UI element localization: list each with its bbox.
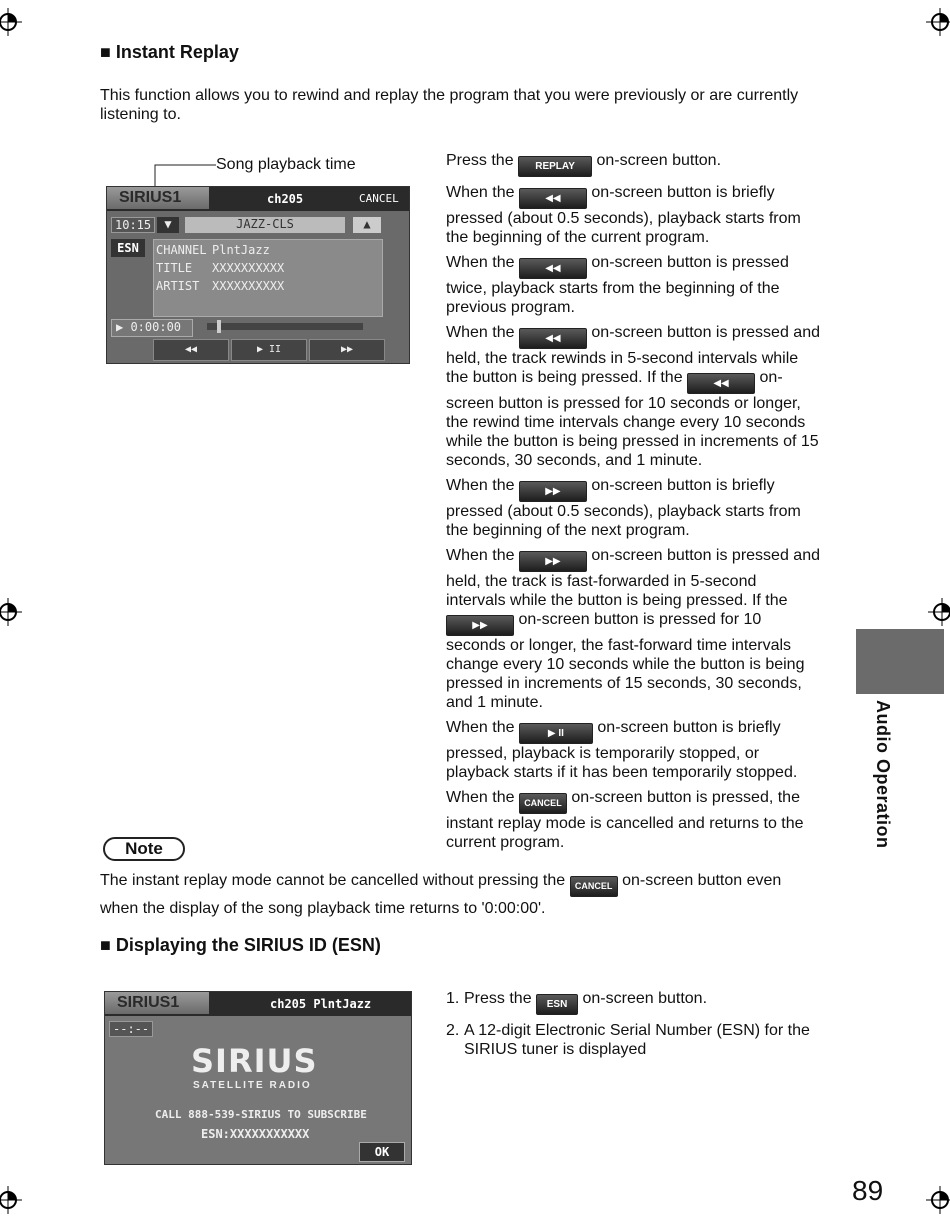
text: while the button is being pressed. If the (446, 350, 799, 386)
step-number: 2. (446, 1022, 460, 1039)
screen-clock: --:-- (109, 1021, 153, 1037)
text: even when the display of the song playback time returns to '0:00:00'. (100, 872, 782, 917)
screen-rewind-button[interactable]: ◀◀ (153, 339, 229, 361)
step-text (464, 989, 707, 1015)
info-row-title-value: XXXXXXXXXX (212, 261, 285, 275)
screen-channel: ch205 PlntJazz (270, 997, 372, 1011)
text: Press the (464, 990, 532, 1007)
text: the instant replay mode is cancelled and returns to the current program. (446, 789, 804, 851)
text: Press the (446, 152, 514, 169)
text: on-screen button is pressed (591, 254, 789, 271)
screen-forward-button[interactable]: ▶▶ (309, 339, 385, 361)
text: twice, playback starts from the beginning of the previous program. (446, 280, 780, 316)
instruction-forward-brief (446, 476, 820, 540)
heading-text: Displaying the SIRIUS ID (ESN) (115, 935, 381, 955)
text: on-screen button is briefly (597, 719, 781, 736)
note-text (100, 869, 820, 920)
text: When the (446, 254, 515, 271)
forward-button-icon: ▶▶ (446, 615, 514, 636)
text: on-screen button is briefly (591, 477, 775, 494)
rewind-button-icon: ◀◀ (519, 188, 587, 209)
step-text: A 12-digit Electronic Serial Number (ESN) for the SIRIUS tuner is displayed (464, 1022, 810, 1058)
playpause-button-icon: ▶ II (519, 723, 593, 744)
callout-label: Song playback time (216, 156, 356, 173)
info-row-artist-value: XXXXXXXXXX (212, 279, 285, 293)
sirius-logo-subtitle: SATELLITE RADIO (193, 1080, 312, 1091)
text: pressed (about 0.5 seconds), playback starts from the beginning of the current program. (446, 210, 801, 246)
text: pressed, playback is temporarily stopped, or playback starts if it has been temporarily stopped. (446, 745, 798, 781)
screen-info-panel (153, 239, 383, 317)
screen-ok-button[interactable]: OK (359, 1142, 405, 1162)
screen-cancel-button[interactable]: CANCEL (359, 192, 399, 205)
instruction-rewind-brief (446, 183, 820, 247)
rewind-button-icon: ◀◀ (519, 328, 587, 349)
text: When the (446, 789, 515, 806)
replay-screen (106, 186, 410, 364)
screen-progress-track (207, 323, 363, 330)
sirius-logo: SIRIUS (191, 1042, 318, 1080)
text: on-screen button is pressed (591, 547, 789, 564)
side-tab-label: Audio Operation (873, 700, 893, 849)
text: on-screen button is pressed, (571, 789, 774, 806)
cancel-button-icon: CANCEL (570, 876, 618, 897)
text: on-screen button. (582, 990, 708, 1007)
text: on-screen button is pressed for 10 (518, 611, 762, 628)
text: on-screen button is pressed for 10 seconds or longer, the rewind time intervals change every 10 seconds while the button is being pressed in increments of 15 seconds, 30 seconds, and 1 minute. (446, 369, 819, 469)
registration-mark-icon (926, 1186, 950, 1214)
text: seconds or longer, the fast-forward time intervals change every 10 seconds while the button is being pressed in increments of 15 seconds, 30 seconds, and 1 minute. (446, 637, 805, 711)
step-2 (446, 1021, 820, 1059)
rewind-button-icon: ◀◀ (687, 373, 755, 394)
text: on-screen button (622, 872, 743, 889)
text: on-screen button. (596, 152, 722, 169)
screen-channel: ch205 (267, 192, 304, 206)
page-number: 89 (852, 1175, 884, 1206)
instruction-rewind-twice (446, 253, 820, 317)
section-heading-instant-replay (100, 42, 239, 63)
registration-mark-icon (928, 598, 950, 626)
intro-paragraph: This function allows you to rewind and replay the program that you were previously or are currently listening to. (100, 87, 799, 123)
text: When the (446, 184, 515, 201)
info-row-channel-label: CHANNEL (156, 243, 207, 257)
instruction-forward-held (446, 546, 820, 712)
replay-button-icon: REPLAY (518, 156, 592, 177)
section-heading-sirius-id (100, 935, 381, 956)
forward-button-icon: ▶▶ (519, 481, 587, 502)
side-tab-block (856, 629, 944, 694)
esn-screen (104, 991, 412, 1165)
esn-number: ESN:XXXXXXXXXXX (201, 1127, 310, 1141)
screen-clock: 10:15 (111, 217, 155, 233)
text: on-screen button is pressed (591, 324, 789, 341)
text: and held, the track is fast-forwarded in 5-second intervals while the button is being pressed. If the (446, 547, 820, 609)
text: When the (446, 719, 515, 736)
cancel-button-icon: CANCEL (519, 793, 567, 814)
screen-category-down-button[interactable]: ▼ (157, 217, 179, 233)
instruction-rewind-held (446, 323, 820, 470)
square-bullet-icon: ■ (100, 42, 111, 62)
step-number: 1. (446, 990, 460, 1007)
playback-time-value: 0:00:00 (130, 320, 182, 334)
registration-mark-icon (0, 8, 22, 36)
screen-playpause-button[interactable]: ▶ II (231, 339, 307, 361)
screen-tab-sirius1[interactable]: SIRIUS1 (105, 992, 209, 1014)
registration-mark-icon (0, 1186, 22, 1214)
screen-esn-button[interactable]: ESN (111, 239, 145, 257)
step-1 (446, 989, 820, 1015)
subscribe-text: CALL 888-539-SIRIUS TO SUBSCRIBE (155, 1108, 367, 1121)
esn-steps (446, 989, 820, 1059)
text: When the (446, 477, 515, 494)
text: The instant replay mode cannot be cancelled without pressing the (100, 872, 566, 889)
instruction-playpause (446, 718, 820, 782)
esn-button-icon: ESN (536, 994, 578, 1015)
screen-tab-sirius1[interactable]: SIRIUS1 (107, 187, 209, 209)
progress-handle[interactable] (217, 320, 221, 333)
forward-button-icon: ▶▶ (519, 551, 587, 572)
screen-category-up-button[interactable]: ▲ (353, 217, 381, 233)
square-bullet-icon: ■ (100, 935, 111, 955)
instruction-cancel (446, 788, 820, 852)
registration-mark-icon (926, 8, 950, 36)
text: When the (446, 324, 515, 341)
text: pressed (about 0.5 seconds), playback starts from the beginning of the next program. (446, 503, 801, 539)
rewind-button-icon: ◀◀ (519, 258, 587, 279)
text: and held, the track rewinds in 5-second intervals (446, 324, 820, 367)
text: When the (446, 547, 515, 564)
instructions-column (446, 151, 820, 858)
screen-category: JAZZ-CLS (185, 217, 345, 233)
info-row-artist-label: ARTIST (156, 279, 200, 293)
note-label: Note (103, 837, 185, 861)
instruction-replay (446, 151, 820, 177)
info-row-title-label: TITLE (156, 261, 193, 275)
text: on-screen button is briefly (591, 184, 775, 201)
registration-mark-icon (0, 598, 22, 626)
screen-playback-time: ▶ 0:00:00 (111, 319, 193, 337)
heading-text: Instant Replay (115, 42, 239, 62)
info-row-channel-value: PlntJazz (212, 243, 270, 257)
